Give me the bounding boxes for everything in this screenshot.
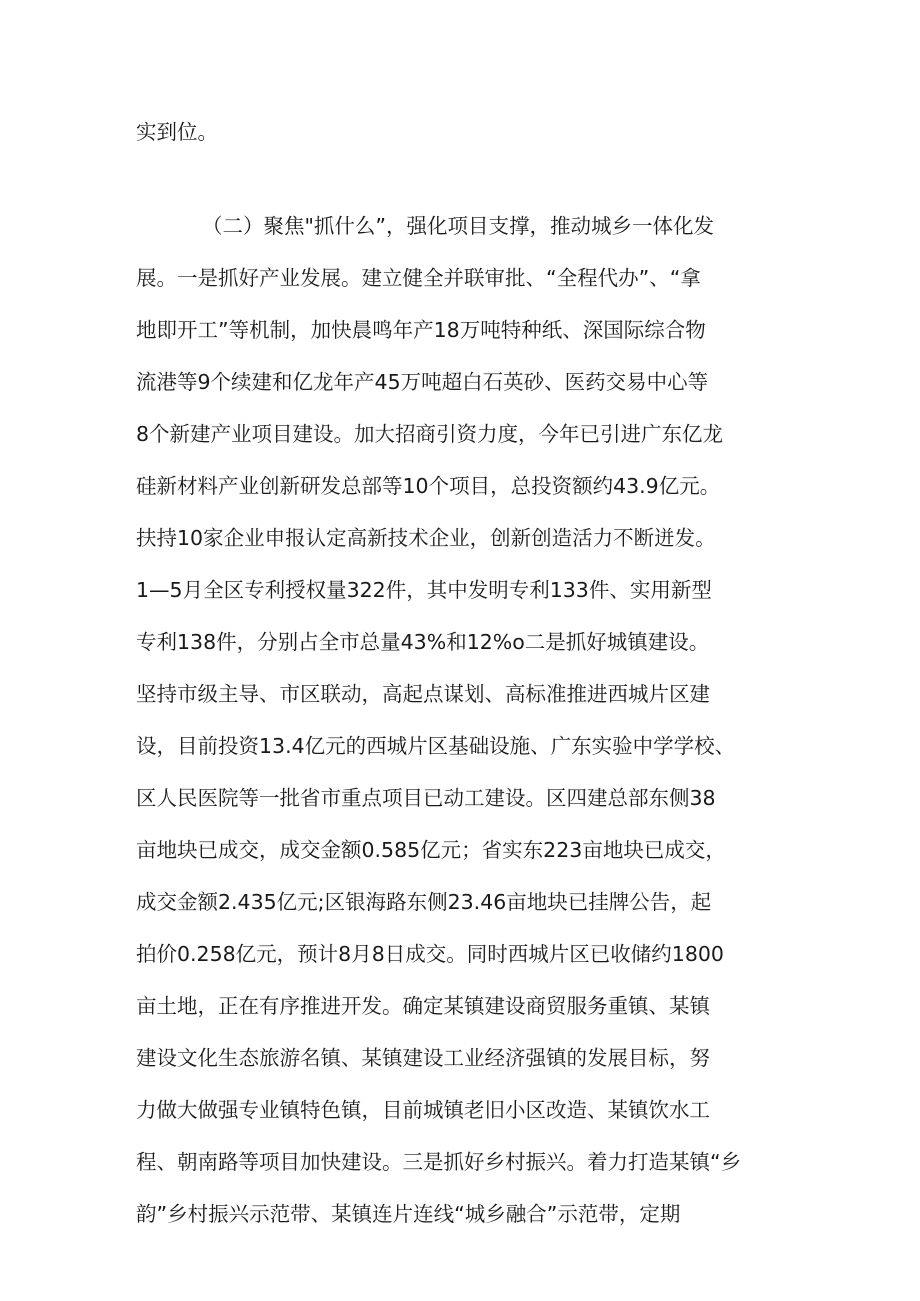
text-line-10: 专利138件，分别占全市总量43%和12%o二是抓好城镇建设。 — [136, 630, 710, 654]
text-line-14: 亩地块已成交，成交金额0.585亿元；省实东223亩地块已成交， — [136, 838, 726, 862]
text-line-4: 地即开工”等机制，加快晨鸣年产18万吨特种纸、深国际综合物 — [136, 318, 706, 342]
text-line-5: 流港等9个续建和亿龙年产45万吨超白石英砂、医药交易中心等 — [136, 370, 709, 394]
text-line-12: 设，目前投资13.4亿元的西城片区基础设施、广东实验中学学校、 — [136, 734, 736, 758]
section-heading-line: （二）聚焦"抓什么”，强化项目支撑，推动城乡一体化发 — [202, 214, 715, 238]
text-line-16: 拍价0.258亿元，预计8月8日成交。同时西城片区已收储约1800 — [136, 942, 724, 966]
text-line-17: 亩土地，正在有序推进开发。确定某镇建设商贸服务重镇、某镇 — [136, 994, 710, 1018]
text-line-18: 建设文化生态旅游名镇、某镇建设工业经济强镇的发展目标，努 — [136, 1046, 710, 1070]
text-line-6: 8个新建产业项目建设。加大招商引资力度，今年已引进广东亿龙 — [136, 422, 724, 446]
text-line-11: 坚持市级主导、市区联动，高起点谋划、高标准推进西城片区建 — [136, 682, 710, 706]
text-line-15: 成交金额2.435亿元;区银海路东侧23.46亩地块已挂牌公告，起 — [136, 890, 712, 914]
text-line-7: 硅新材料产业创新研发总部等10个项目，总投资额约43.9亿元。 — [136, 474, 721, 498]
text-line-3: 展。一是抓好产业发展。建立健全并联审批、“全程代办”、“拿 — [136, 266, 701, 290]
text-line-21: 韵”乡村振兴示范带、某镇连片连线“城乡融合”示范带，定期 — [136, 1202, 681, 1226]
text-line-8: 扶持10家企业申报认定高新技术企业，创新创造活力不断迸发。 — [136, 526, 716, 550]
text-line-13: 区人民医院等一批省市重点项目已动工建设。区四建总部东侧38 — [136, 786, 716, 810]
text-line-9: 1—5月全区专利授权量322件，其中发明专利133件、实用新型 — [136, 578, 712, 602]
text-line-1: 实到位。 — [136, 120, 218, 144]
text-line-19: 力做大做强专业镇特色镇，目前城镇老旧小区改造、某镇饮水工 — [136, 1098, 710, 1122]
text-line-20: 程、朝南路等项目加快建设。三是抓好乡村振兴。着力打造某镇“乡 — [136, 1150, 742, 1174]
